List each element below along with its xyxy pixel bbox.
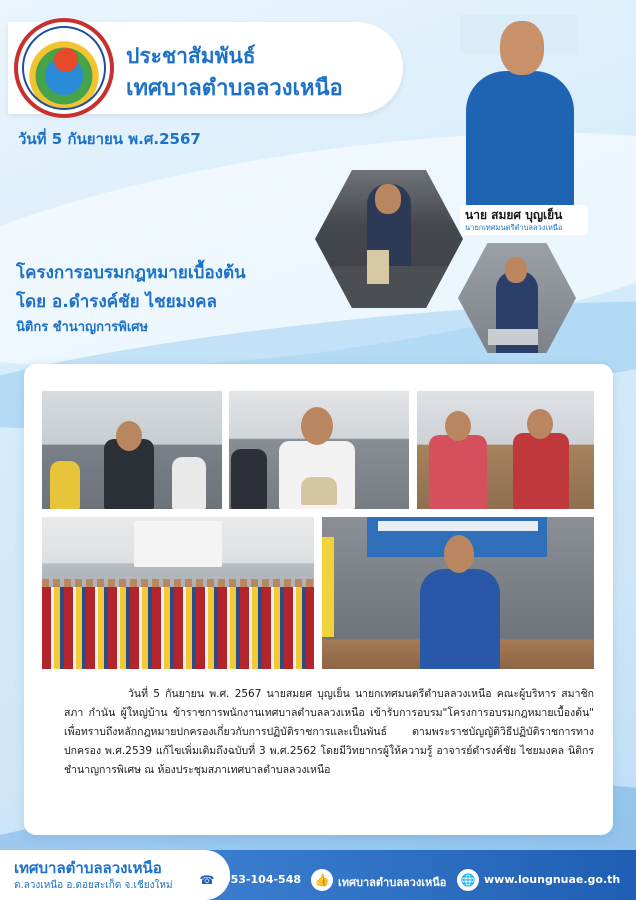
project-speaker: โดย อ.ดำรงค์ชัย ไชยมงคล (16, 292, 217, 312)
header-subtitle: ประชาสัมพันธ์ (126, 44, 256, 68)
speaker-photo (322, 517, 594, 669)
gift-bag (367, 250, 389, 284)
attendee-head (527, 409, 553, 439)
group-attendees (42, 587, 314, 669)
attendee-head (116, 421, 142, 451)
speaker-figure (420, 569, 500, 669)
event-photo (417, 391, 594, 509)
speaker-head (444, 535, 474, 573)
footer-facebook[interactable]: เทศบาลตำบลลวงเหนือ (338, 876, 447, 889)
globe-icon: 🌐 (457, 869, 479, 891)
footer-org-name: เทศบาลตำบลลวงเหนือ (14, 859, 162, 877)
speaker-face (375, 184, 401, 214)
mayor-title: นายกเทศมนตรีตำบลลวงเหนือ (465, 223, 563, 232)
group-photo (42, 517, 314, 669)
logo-sun-icon (54, 48, 78, 72)
event-photo (42, 391, 222, 509)
attendee-figure (429, 435, 487, 509)
portrait-body (466, 71, 574, 205)
attendee-figure (172, 457, 206, 509)
attendee-figure (50, 461, 80, 509)
laptop (488, 329, 538, 345)
flag (322, 537, 334, 637)
projector-screen (134, 521, 222, 567)
header-title: เทศบาลตำบลลวงเหนือ (126, 76, 343, 101)
banner-text (378, 521, 538, 531)
mayor-name: นาย สมยศ บุญเย็น (465, 208, 563, 222)
speaker-face (505, 257, 527, 283)
thumbs-up-icon: 👍 (311, 869, 333, 891)
publish-date: วันที่ 5 กันยายน พ.ศ.2567 (18, 130, 201, 148)
gift-bag (301, 477, 337, 505)
attendee-head (445, 411, 471, 441)
portrait-head (500, 21, 544, 75)
project-speaker-role: นิติกร ชำนาญการพิเศษ (16, 320, 149, 335)
phone-icon: ☎ (196, 869, 218, 891)
project-title: โครงการอบรมกฎหมายเบื้องต้น (16, 263, 246, 283)
article-body: วันที่ 5 กันยายน พ.ศ. 2567 นายสมยศ บุญเย็น นายกเทศมนตรีตำบลลวงเหนือ คณะผู้บริหาร สมาชิกสภา กำนัน ผู้ใหญ่บ้าน ข้าราชการพนักงานเทศบาลตำบลลวงเหนือ เข้ารับการอบรม"โครงการอบรมกฎหมายเบื้องต้น" เพื่อทราบถึงหลักกฎหมายปกครองเกี่ยวกับการปฏิบัติราชการและเป็นพันธ์ ตามพระราชบัญญัติวิธีปฏิบัติราชการทางปกครอง พ.ศ.2539 แก้ไขเพิ่มเติมถึงฉบับที่ 3 พ.ศ.2562 โดยมีวิทยากรผู้ให้ความรู้ อาจารย์ดำรงค์ชัย ไชยมงคล นิติกรชำนาญการพิเศษ ณ ห้องประชุมสภาเทศบาลตำบลลวงเหนือ (64, 688, 594, 776)
footer-address: ต.ลวงเหนือ อ.ดอยสะเก็ด จ.เชียงใหม่ (14, 880, 173, 891)
logo-emblem (22, 26, 106, 110)
footer-website[interactable]: www.loungnuae.go.th (484, 873, 621, 886)
municipality-logo (14, 18, 114, 118)
event-photo (229, 391, 409, 509)
mayor-portrait (460, 15, 578, 205)
attendee-head (301, 407, 333, 445)
attendee-figure (513, 433, 569, 509)
attendee-figure (231, 449, 267, 509)
footer-phone[interactable]: 053-104-548 (223, 873, 302, 886)
